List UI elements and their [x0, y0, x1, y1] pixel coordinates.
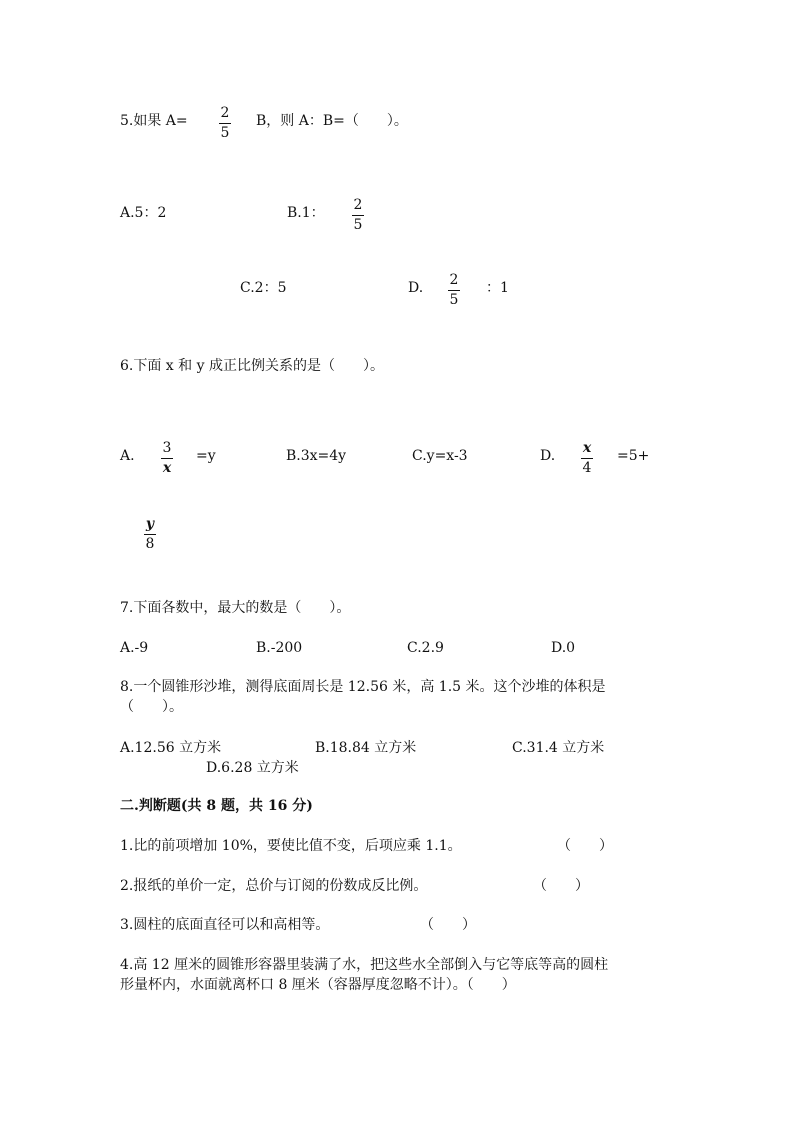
section-title-judgment: 二.判断题(共 8 题，共 16 分): [120, 798, 313, 814]
judgment-item-4-line2: 形量杯内，水面就离杯口 8 厘米（容器厚度忽略不计）。（ ）: [120, 977, 516, 993]
fraction-numerator: y: [145, 516, 155, 532]
fraction-denominator: 5: [449, 292, 459, 308]
fraction-denominator: 5: [220, 125, 230, 141]
judgment-item-2: 2.报纸的单价一定，总价与订阅的份数成反比例。: [120, 878, 428, 894]
fraction-bar: [448, 290, 460, 291]
q6-option-d-fraction-2: [144, 516, 156, 552]
fraction-denominator: 4: [582, 460, 592, 476]
q5-option-a: A.5：2: [120, 205, 167, 221]
judgment-item-3: 3.圆柱的底面直径可以和高相等。: [120, 917, 330, 933]
fraction-denominator: x: [162, 460, 172, 476]
q5-option-b-label: B.1：: [287, 205, 325, 221]
fraction-numerator: 2: [449, 272, 459, 288]
fraction-denominator: 5: [353, 217, 363, 233]
q6-option-d-fraction: [581, 440, 593, 476]
q5-option-d-tail: ：1: [486, 280, 509, 296]
q6-option-a-fraction: [161, 440, 173, 476]
q5-option-c: C.2：5: [240, 280, 287, 296]
judgment-item-2-answer: （ ）: [533, 878, 589, 894]
q6-option-d-label: D.: [540, 448, 556, 464]
q5-stem-part1: 5.如果 A=: [120, 113, 188, 129]
q8-option-d: D.6.28 立方米: [206, 760, 299, 776]
judgment-item-4-line1: 4.高 12 厘米的圆锥形容器里装满了水，把这些水全部倒入与它等底等高的圆柱: [120, 957, 609, 973]
judgment-item-1: 1.比的前项增加 10%，要使比值不变，后项应乘 1.1。: [120, 838, 462, 854]
q6-option-c: C.y=x-3: [412, 448, 468, 464]
q6-option-b: B.3x=4y: [286, 448, 347, 464]
q7-option-a: A.-9: [120, 640, 149, 656]
fraction-bar: [219, 123, 231, 124]
fraction-numerator: 3: [162, 440, 172, 456]
q5-option-d-label: D.: [408, 280, 424, 296]
q6-option-a-label: A.: [120, 448, 135, 464]
q8-stem-line2: （ ）。: [120, 699, 183, 715]
q6-option-a-tail: =y: [196, 448, 216, 464]
fraction-bar: [161, 458, 173, 459]
fraction-numerator: 2: [220, 105, 230, 121]
q8-option-a: A.12.56 立方米: [120, 740, 222, 756]
q5-option-d-fraction: [448, 272, 460, 308]
q7-option-b: B.-200: [256, 640, 303, 656]
q6-stem: 6.下面 x 和 y 成正比例关系的是（ ）。: [120, 358, 384, 374]
q7-option-d: D.0: [551, 640, 576, 656]
fraction-bar: [581, 458, 593, 459]
q5-stem-part2: B，则 A：B=（ ）。: [256, 113, 408, 129]
q8-option-c: C.31.4 立方米: [512, 740, 605, 756]
fraction-numerator: x: [582, 440, 592, 456]
q8-stem-line1: 8.一个圆锥形沙堆，测得底面周长是 12.56 米，高 1.5 米。这个沙堆的体积是: [120, 679, 606, 695]
q6-option-d-tail: =5+: [617, 448, 650, 464]
q8-option-b: B.18.84 立方米: [315, 740, 417, 756]
fraction-numerator: 2: [353, 197, 363, 213]
fraction-bar: [352, 215, 364, 216]
fraction-denominator: 8: [145, 536, 155, 552]
judgment-item-3-answer: （ ）: [420, 917, 476, 933]
fraction-bar: [144, 534, 156, 535]
q7-option-c: C.2.9: [407, 640, 444, 656]
q7-stem: 7.下面各数中，最大的数是（ ）。: [120, 600, 351, 616]
judgment-item-1-answer: （ ）: [557, 838, 613, 854]
q5-option-b-fraction: [352, 197, 364, 233]
q5-stem-fraction: [219, 105, 231, 141]
